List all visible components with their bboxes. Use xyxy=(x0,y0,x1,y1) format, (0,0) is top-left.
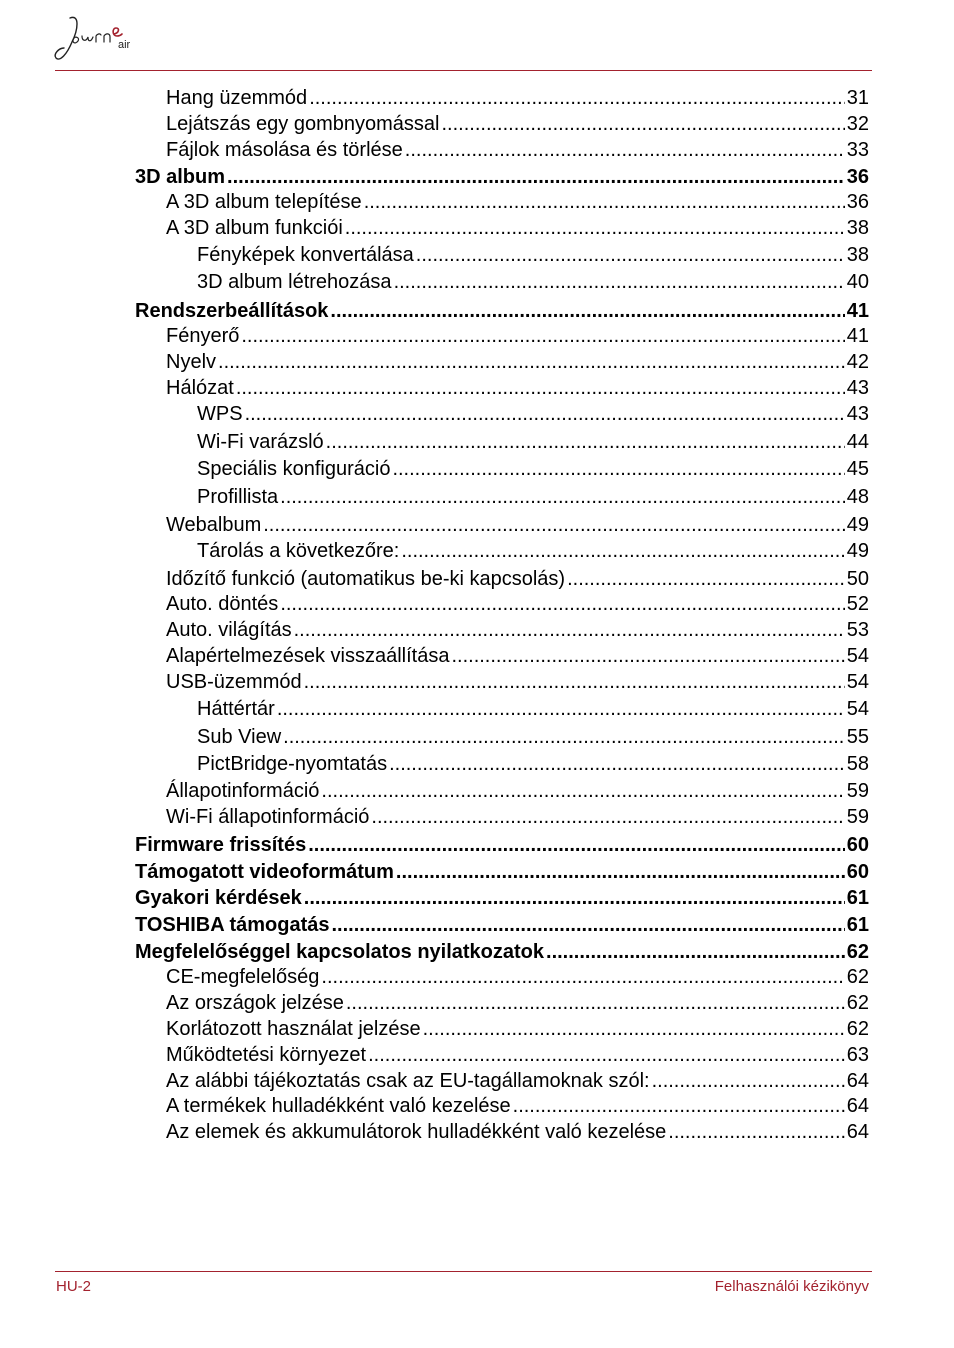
toc-leader-dots xyxy=(345,216,845,240)
toc-entry[interactable] xyxy=(166,1094,869,1118)
toc-entry-page: 55 xyxy=(846,726,869,748)
toc-leader-dots xyxy=(227,165,845,189)
toc-entry[interactable] xyxy=(135,940,869,964)
manual-title: Felhasználói kézikönyv xyxy=(714,1278,869,1295)
toc-entry-page: 62 xyxy=(846,966,869,988)
toc-entry-page: 53 xyxy=(846,619,869,641)
toc-entry-page: 58 xyxy=(846,753,869,775)
toc-entry[interactable] xyxy=(197,270,869,294)
toc-entry[interactable] xyxy=(166,324,869,348)
toc-entry-title: Fényképek konvertálása xyxy=(197,244,414,266)
footer-rule xyxy=(55,1271,872,1272)
toc-entry-page: 62 xyxy=(846,941,869,963)
toc-entry-page: 45 xyxy=(846,458,869,480)
toc-entry[interactable] xyxy=(135,886,869,910)
toc-entry[interactable] xyxy=(135,165,869,189)
toc-entry[interactable] xyxy=(197,243,869,267)
toc-entry[interactable] xyxy=(166,216,869,240)
toc-entry[interactable] xyxy=(166,138,869,162)
toc-entry-title: Rendszerbeállítások xyxy=(135,300,329,322)
toc-entry-title: A termékek hulladékként való kezelése xyxy=(166,1095,511,1117)
toc-entry[interactable] xyxy=(166,1069,869,1093)
journe-air-logo-icon xyxy=(50,12,145,68)
toc-leader-dots xyxy=(236,376,845,400)
toc-leader-dots xyxy=(280,485,845,509)
toc-entry-title: Wi-Fi állapotinformáció xyxy=(166,806,370,828)
toc-entry-title: Megfelelőséggel kapcsolatos nyilatkozatok xyxy=(135,941,545,963)
toc-entry-page: 31 xyxy=(846,87,869,109)
toc-entry-page: 64 xyxy=(846,1070,869,1092)
toc-entry[interactable] xyxy=(166,805,869,829)
toc-entry-page: 60 xyxy=(846,861,869,883)
toc-entry-page: 64 xyxy=(846,1121,869,1143)
toc-leader-dots xyxy=(364,190,845,214)
toc-entry-title: Az alábbi tájékoztatás csak az EU-tagállamoknak szól: xyxy=(166,1070,650,1092)
toc-leader-dots xyxy=(652,1069,845,1093)
toc-leader-dots xyxy=(277,697,845,721)
toc-entry[interactable] xyxy=(197,457,869,481)
toc-entry-page: 62 xyxy=(846,1018,869,1040)
toc-entry[interactable] xyxy=(166,670,869,694)
toc-leader-dots xyxy=(321,965,844,989)
toc-entry-page: 49 xyxy=(846,514,869,536)
toc-leader-dots xyxy=(308,833,845,857)
svg-text:air: air xyxy=(118,39,131,51)
toc-leader-dots xyxy=(567,567,845,591)
toc-leader-dots xyxy=(441,112,844,136)
toc-entry-title: Alapértelmezések visszaállítása xyxy=(166,645,450,667)
toc-leader-dots xyxy=(371,805,844,829)
toc-entry-page: 33 xyxy=(846,139,869,161)
toc-entry-page: 48 xyxy=(846,486,869,508)
toc-leader-dots xyxy=(513,1094,845,1118)
toc-leader-dots xyxy=(304,886,845,910)
toc-entry-title: Hálózat xyxy=(166,377,234,399)
toc-leader-dots xyxy=(389,752,845,776)
page-number: HU-2 xyxy=(56,1278,92,1295)
toc-entry-title: Fájlok másolása és törlése xyxy=(166,139,403,161)
toc-entry[interactable] xyxy=(197,752,869,776)
toc-leader-dots xyxy=(326,430,845,454)
toc-entry-title: Korlátozott használat jelzése xyxy=(166,1018,421,1040)
toc-entry-page: 36 xyxy=(846,166,869,188)
toc-entry-page: 52 xyxy=(846,593,869,615)
toc-entry-page: 54 xyxy=(846,645,869,667)
toc-entry-page: 43 xyxy=(846,403,869,425)
toc-leader-dots xyxy=(304,670,845,694)
toc-leader-dots xyxy=(241,324,844,348)
toc-leader-dots xyxy=(416,243,845,267)
toc-leader-dots xyxy=(368,1043,845,1067)
toc-leader-dots xyxy=(392,457,844,481)
toc-entry[interactable] xyxy=(166,644,869,668)
toc-leader-dots xyxy=(394,270,845,294)
toc-entry[interactable] xyxy=(166,350,869,374)
toc-entry-title: Működtetési környezet xyxy=(166,1044,367,1066)
toc-leader-dots xyxy=(263,513,845,537)
toc-entry-title: Firmware frissítés xyxy=(135,834,307,856)
toc-entry-page: 59 xyxy=(846,806,869,828)
toc-entry-title: Lejátszás egy gombnyomással xyxy=(166,113,440,135)
toc-leader-dots xyxy=(330,299,844,323)
toc-entry-title: 3D album létrehozása xyxy=(197,271,392,293)
toc-entry-page: 38 xyxy=(846,217,869,239)
toc-entry[interactable] xyxy=(166,965,869,989)
toc-entry-title: Sub View xyxy=(197,726,282,748)
toc-entry[interactable] xyxy=(166,1043,869,1067)
toc-entry[interactable] xyxy=(135,299,869,323)
toc-leader-dots xyxy=(405,138,845,162)
toc-entry-title: Nyelv xyxy=(166,351,217,373)
toc-entry[interactable] xyxy=(166,376,869,400)
toc-leader-dots xyxy=(218,350,845,374)
toc-entry-page: 54 xyxy=(846,698,869,720)
toc-entry-title: Gyakori kérdések xyxy=(135,887,302,909)
toc-leader-dots xyxy=(346,991,845,1015)
toc-entry[interactable] xyxy=(166,618,869,642)
toc-leader-dots xyxy=(396,860,845,884)
toc-entry[interactable] xyxy=(197,485,869,509)
toc-entry[interactable] xyxy=(135,860,869,884)
toc-entry[interactable] xyxy=(197,402,869,426)
toc-entry-page: 36 xyxy=(846,191,869,213)
toc-entry-title: 3D album xyxy=(135,166,226,188)
toc-entry-page: 61 xyxy=(846,914,869,936)
toc-entry-title: Profillista xyxy=(197,486,279,508)
toc-entry-title: CE-megfelelőség xyxy=(166,966,320,988)
toc-leader-dots xyxy=(451,644,844,668)
toc-entry-title: Webalbum xyxy=(166,514,262,536)
toc-leader-dots xyxy=(280,592,844,616)
toc-leader-dots xyxy=(423,1017,845,1041)
toc-entry-title: Háttértár xyxy=(197,698,275,720)
toc-entry-title: Fényerő xyxy=(166,325,240,347)
toc-entry-page: 54 xyxy=(846,671,869,693)
toc-entry-title: Tárolás a következőre: xyxy=(197,540,400,562)
toc-entry-page: 64 xyxy=(846,1095,869,1117)
toc-entry[interactable] xyxy=(166,86,869,110)
toc-entry-title: Hang üzemmód xyxy=(166,87,308,109)
toc-entry[interactable] xyxy=(166,592,869,616)
toc-leader-dots xyxy=(668,1120,844,1144)
toc-entry-page: 44 xyxy=(846,431,869,453)
toc-leader-dots xyxy=(283,725,845,749)
toc-entry[interactable] xyxy=(166,779,869,803)
toc-entry-page: 41 xyxy=(846,325,869,347)
toc-entry[interactable] xyxy=(166,190,869,214)
toc-entry-page: 41 xyxy=(846,300,869,322)
toc-entry-title: Az elemek és akkumulátorok hulladékként való kezelése xyxy=(166,1121,667,1143)
toc-leader-dots xyxy=(331,913,844,937)
toc-entry-page: 43 xyxy=(846,377,869,399)
toc-entry[interactable] xyxy=(135,913,869,937)
header-rule xyxy=(55,70,872,71)
toc-entry[interactable] xyxy=(166,991,869,1015)
toc-entry-title: Wi-Fi varázsló xyxy=(197,431,324,453)
toc-entry-title: A 3D album funkciói xyxy=(166,217,343,239)
toc-entry-page: 61 xyxy=(846,887,869,909)
toc-entry-title: Az országok jelzése xyxy=(166,992,344,1014)
toc-entry-title: A 3D album telepítése xyxy=(166,191,362,213)
toc-leader-dots xyxy=(245,402,845,426)
toc-entry-title: USB-üzemmód xyxy=(166,671,302,693)
toc-entry-page: 32 xyxy=(846,113,869,135)
toc-entry-page: 49 xyxy=(846,540,869,562)
toc-entry-page: 60 xyxy=(846,834,869,856)
toc-entry-page: 50 xyxy=(846,568,869,590)
toc-entry[interactable] xyxy=(197,725,869,749)
toc-leader-dots xyxy=(309,86,845,110)
toc-entry-title: Speciális konfiguráció xyxy=(197,458,391,480)
toc-entry[interactable] xyxy=(166,567,869,591)
toc-entry-title: Támogatott videoformátum xyxy=(135,861,394,883)
toc-leader-dots xyxy=(294,618,845,642)
toc-leader-dots xyxy=(321,779,844,803)
toc-entry[interactable] xyxy=(166,1120,869,1144)
toc-entry-page: 42 xyxy=(846,351,869,373)
toc-entry[interactable] xyxy=(166,513,869,537)
toc-entry[interactable] xyxy=(197,539,869,563)
toc-entry[interactable] xyxy=(135,833,869,857)
toc-entry[interactable] xyxy=(166,112,869,136)
toc-entry-title: Állapotinformáció xyxy=(166,780,320,802)
toc-entry-title: TOSHIBA támogatás xyxy=(135,914,330,936)
toc-leader-dots xyxy=(546,940,845,964)
toc-entry[interactable] xyxy=(197,697,869,721)
toc-entry-title: WPS xyxy=(197,403,243,425)
toc-entry-title: Auto. döntés xyxy=(166,593,279,615)
toc-leader-dots xyxy=(401,539,844,563)
toc-entry[interactable] xyxy=(197,430,869,454)
toc-entry-page: 63 xyxy=(846,1044,869,1066)
toc-entry-title: PictBridge-nyomtatás xyxy=(197,753,388,775)
toc-entry-page: 40 xyxy=(846,271,869,293)
toc-entry-title: Időzítő funkció (automatikus be-ki kapcsolás) xyxy=(166,568,566,590)
toc-entry-page: 38 xyxy=(846,244,869,266)
toc-entry-page: 62 xyxy=(846,992,869,1014)
toc-entry-page: 59 xyxy=(846,780,869,802)
toc-entry[interactable] xyxy=(166,1017,869,1041)
toc-entry-title: Auto. világítás xyxy=(166,619,292,641)
